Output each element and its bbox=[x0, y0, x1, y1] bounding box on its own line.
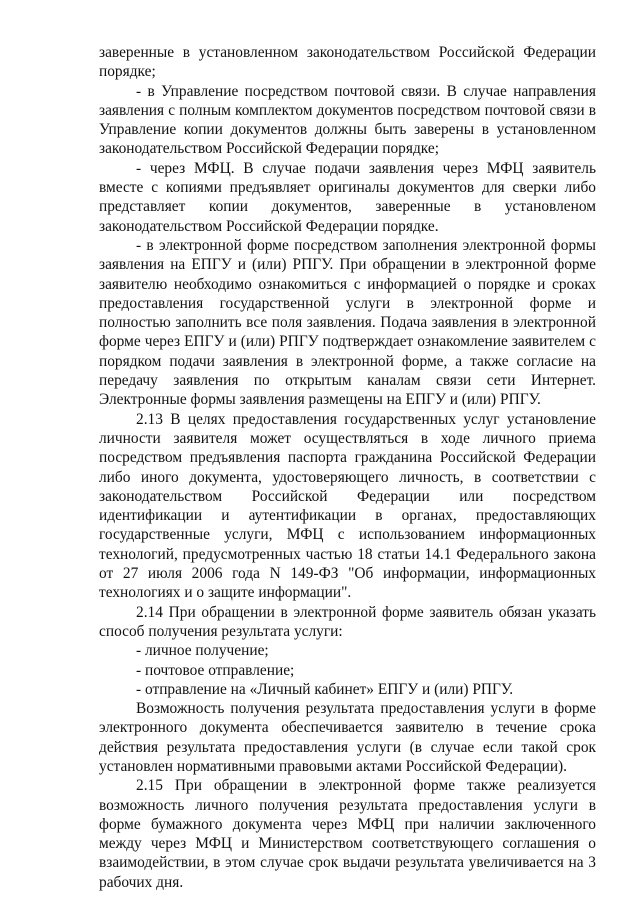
paragraph-continuation: заверенные в установленном законодательством Российской Федерации порядке; bbox=[99, 44, 596, 81]
paragraph-mail-submission: - в Управление посредством почтовой связи. В случае направления заявления с полным комплектом документов посредством почтовой связи в Управление копии документов должны быть заверены в установленном законодательством Российской Федерации порядке; bbox=[99, 82, 596, 158]
list-item-personal-receipt: - личное получение; bbox=[136, 642, 269, 660]
paragraph-electronic-submission: - в электронной форме посредством заполнения электронной формы заявления на ЕПГУ и (или) РПГУ. При обращении в электронной форме заявителю необходимо ознакомиться с информацией о порядке и сроках предоставления государственной услуги в электронной форме и полностью заполнить все поля заявления. Подача заявления в электронной форме через ЕПГУ и (или) РПГУ подтверждает ознакомление заявителем с порядком подачи заявления в электронной форме, а также согласие на передачу заявления по открытым каналам связи сети Интернет. Электронные формы заявления размещены на ЕПГУ и (или) РПГУ. bbox=[99, 236, 596, 409]
paragraph-2-15: 2.15 При обращении в электронной форме также реализуется возможность личного получения результата предоставления услуги в форме бумажного документа через МФЦ при наличии заключенного между через МФЦ и Министерством соответствующего соглашения о взаимодействии, в этом случае срок выдачи результата увеличивается на 3 рабочих дня. bbox=[99, 777, 596, 891]
paragraph-2-13: 2.13 В целях предоставления государственных услуг установление личности заявителя может осуществляться в ходе личного приема посредством предъявления паспорта гражданина Российской Федерации либо иного документа, удостоверяющего личность, в соответствии с законодательством Российской Федерации или посредством идентификации и аутентификации в органах, предоставляющих государственные услуги, МФЦ с использованием информационных технологий, предусмотренных частью 18 статьи 14.1 Федерального закона от 27 июля 2006 года N 149-ФЗ "Об информации, информационных технологиях и о защите информации". bbox=[99, 410, 596, 602]
paragraph-electronic-result: Возможность получения результата предоставления услуги в форме электронного документа обеспечивается заявителю в течение срока действия результата предоставления услуги (в случае если такой срок установлен нормативными правовыми актами Российской Федерации). bbox=[99, 700, 596, 775]
list-item-personal-cabinet: - отправление на «Личный кабинет» ЕПГУ и (или) РПГУ. bbox=[136, 680, 514, 698]
paragraph-2-14: 2.14 При обращении в электронной форме заявитель обязан указать способ получения результата услуги: bbox=[99, 603, 596, 640]
paragraph-mfc-submission: - через МФЦ. В случае подачи заявления через МФЦ заявитель вместе с копиями предъявляет оригиналы документов для сверки либо представляет копии документов, заверенные в установленом законодательством Российской Федерации порядке. bbox=[99, 159, 596, 235]
list-item-postal-delivery: - почтовое отправление; bbox=[136, 661, 295, 679]
document-body bbox=[99, 43, 596, 892]
